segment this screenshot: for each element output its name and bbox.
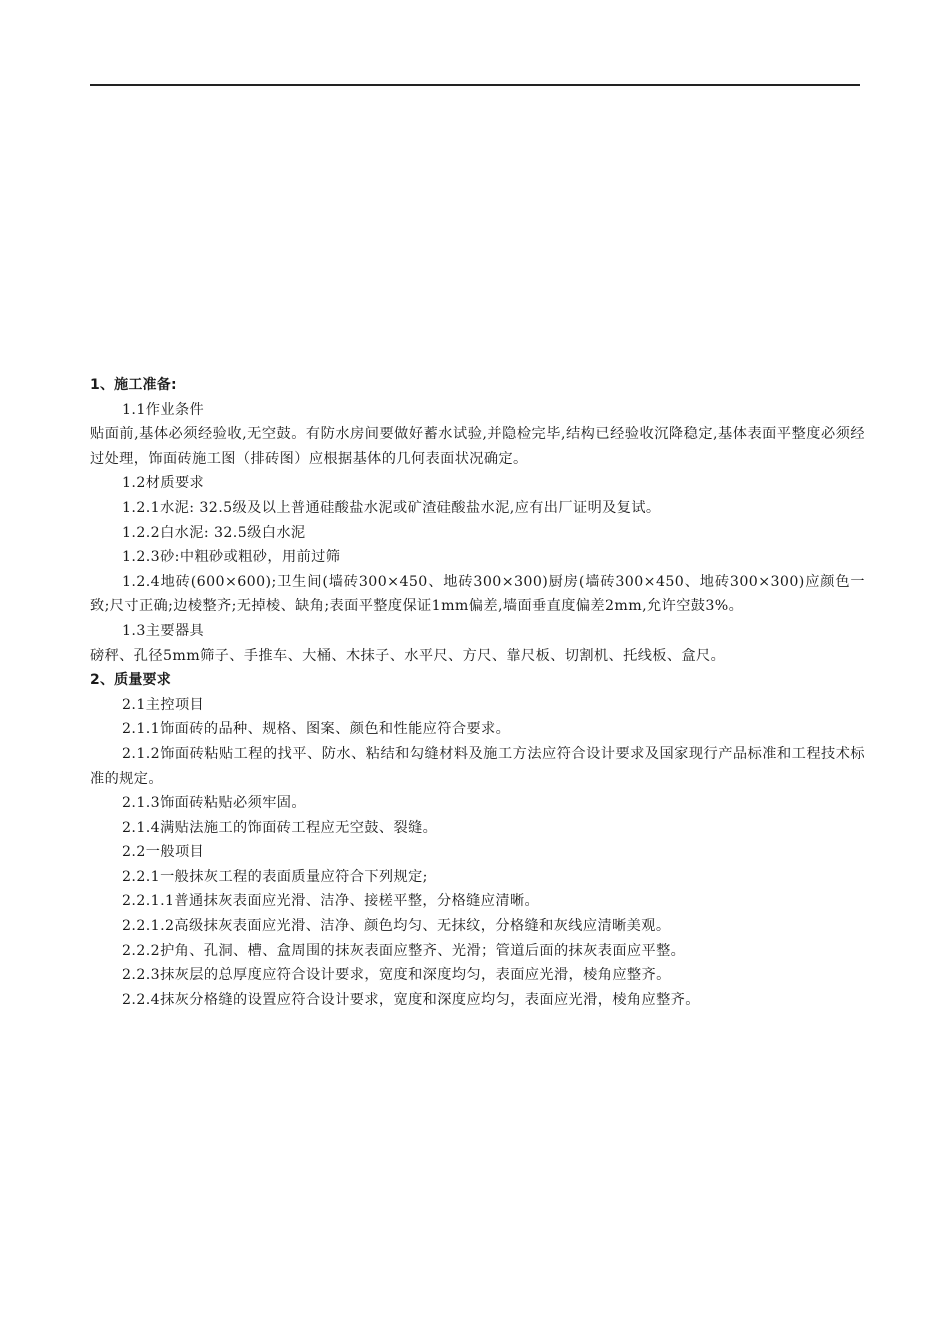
section-2-2-4: 2.2.4抹灰分格缝的设置应符合设计要求，宽度和深度应均匀，表面应光滑，棱角应整齐。 [122,991,700,1008]
section-2-2-title: 2.2一般项目 [122,844,205,861]
section-2-2-3: 2.2.3抹灰层的总厚度应符合设计要求，宽度和深度均匀，表面应光滑，棱角应整齐。 [122,967,671,984]
section-2-heading: 2、质量要求 [90,672,171,689]
section-2-1-1: 2.1.1饰面砖的品种、规格、图案、颜色和性能应符合要求。 [122,721,511,738]
section-1-heading: 1、施工准备: [90,377,177,393]
section-1-1-title: 1.1作业条件 [122,401,205,418]
section-1-2-4-text: 1.2.4地砖(600×600);卫生间(墙砖300×450、地砖300×300)厨房(墙砖300×450、地砖300×300)应颜色一致;尺寸正确;边棱整齐;无掉棱、缺角;表面平整度保证1mm偏差,墙面垂直度偏差2mm,允许空鼓3%。 [90,573,865,615]
section-2-1-2 [90,742,865,791]
section-2-1-title: 2.1主控项目 [122,696,205,713]
section-2-1-2-text: 2.1.2饰面砖粘贴工程的找平、防水、粘结和勾缝材料及施工方法应符合设计要求及国家现行产品标准和工程技术标准的规定。 [90,745,865,787]
section-1-2-title: 1.2材质要求 [122,475,205,492]
section-2-1-3: 2.1.3饰面砖粘贴必须牢固。 [122,795,306,812]
section-1-2-1: 1.2.1水泥: 32.5级及以上普通硅酸盐水泥或矿渣硅酸盐水泥,应有出厂证明及复试。 [122,499,661,516]
section-2-2-2: 2.2.2护角、孔洞、槽、盒周围的抹灰表面应整齐、光滑；管道后面的抹灰表面应平整。 [122,942,686,959]
section-2-2-1: 2.2.1一般抹灰工程的表面质量应符合下列规定; [122,868,428,885]
header-rule [90,84,860,86]
section-1-3-body: 磅秤、孔径5mm筛子、手推车、大桶、木抹子、水平尺、方尺、靠尺板、切割机、托线板、盒尺。 [90,647,726,664]
section-2-1-4: 2.1.4满贴法施工的饰面砖工程应无空鼓、裂缝。 [122,819,438,836]
section-1-1-body: 贴面前,基体必须经验收,无空鼓。有防水房间要做好蓄水试验,并隐检完毕,结构已经验收沉降稳定,基体表面平整度必须经过处理，饰面砖施工图（排砖图）应根据基体的几何表面状况确定。 [90,426,865,467]
section-1-2-3: 1.2.3砂:中粗砂或粗砂，用前过筛 [122,549,341,566]
document-body [90,373,865,1012]
section-1-2-2: 1.2.2白水泥: 32.5级白水泥 [122,524,306,541]
section-1-3-title: 1.3主要器具 [122,622,205,639]
section-2-2-1-2: 2.2.1.2高级抹灰表面应光滑、洁净、颜色均匀、无抹纹，分格缝和灰线应清晰美观。 [122,918,671,935]
section-2-2-1-1: 2.2.1.1普通抹灰表面应光滑、洁净、接槎平整，分格缝应清晰。 [122,893,540,910]
section-1-2-4 [90,570,865,619]
